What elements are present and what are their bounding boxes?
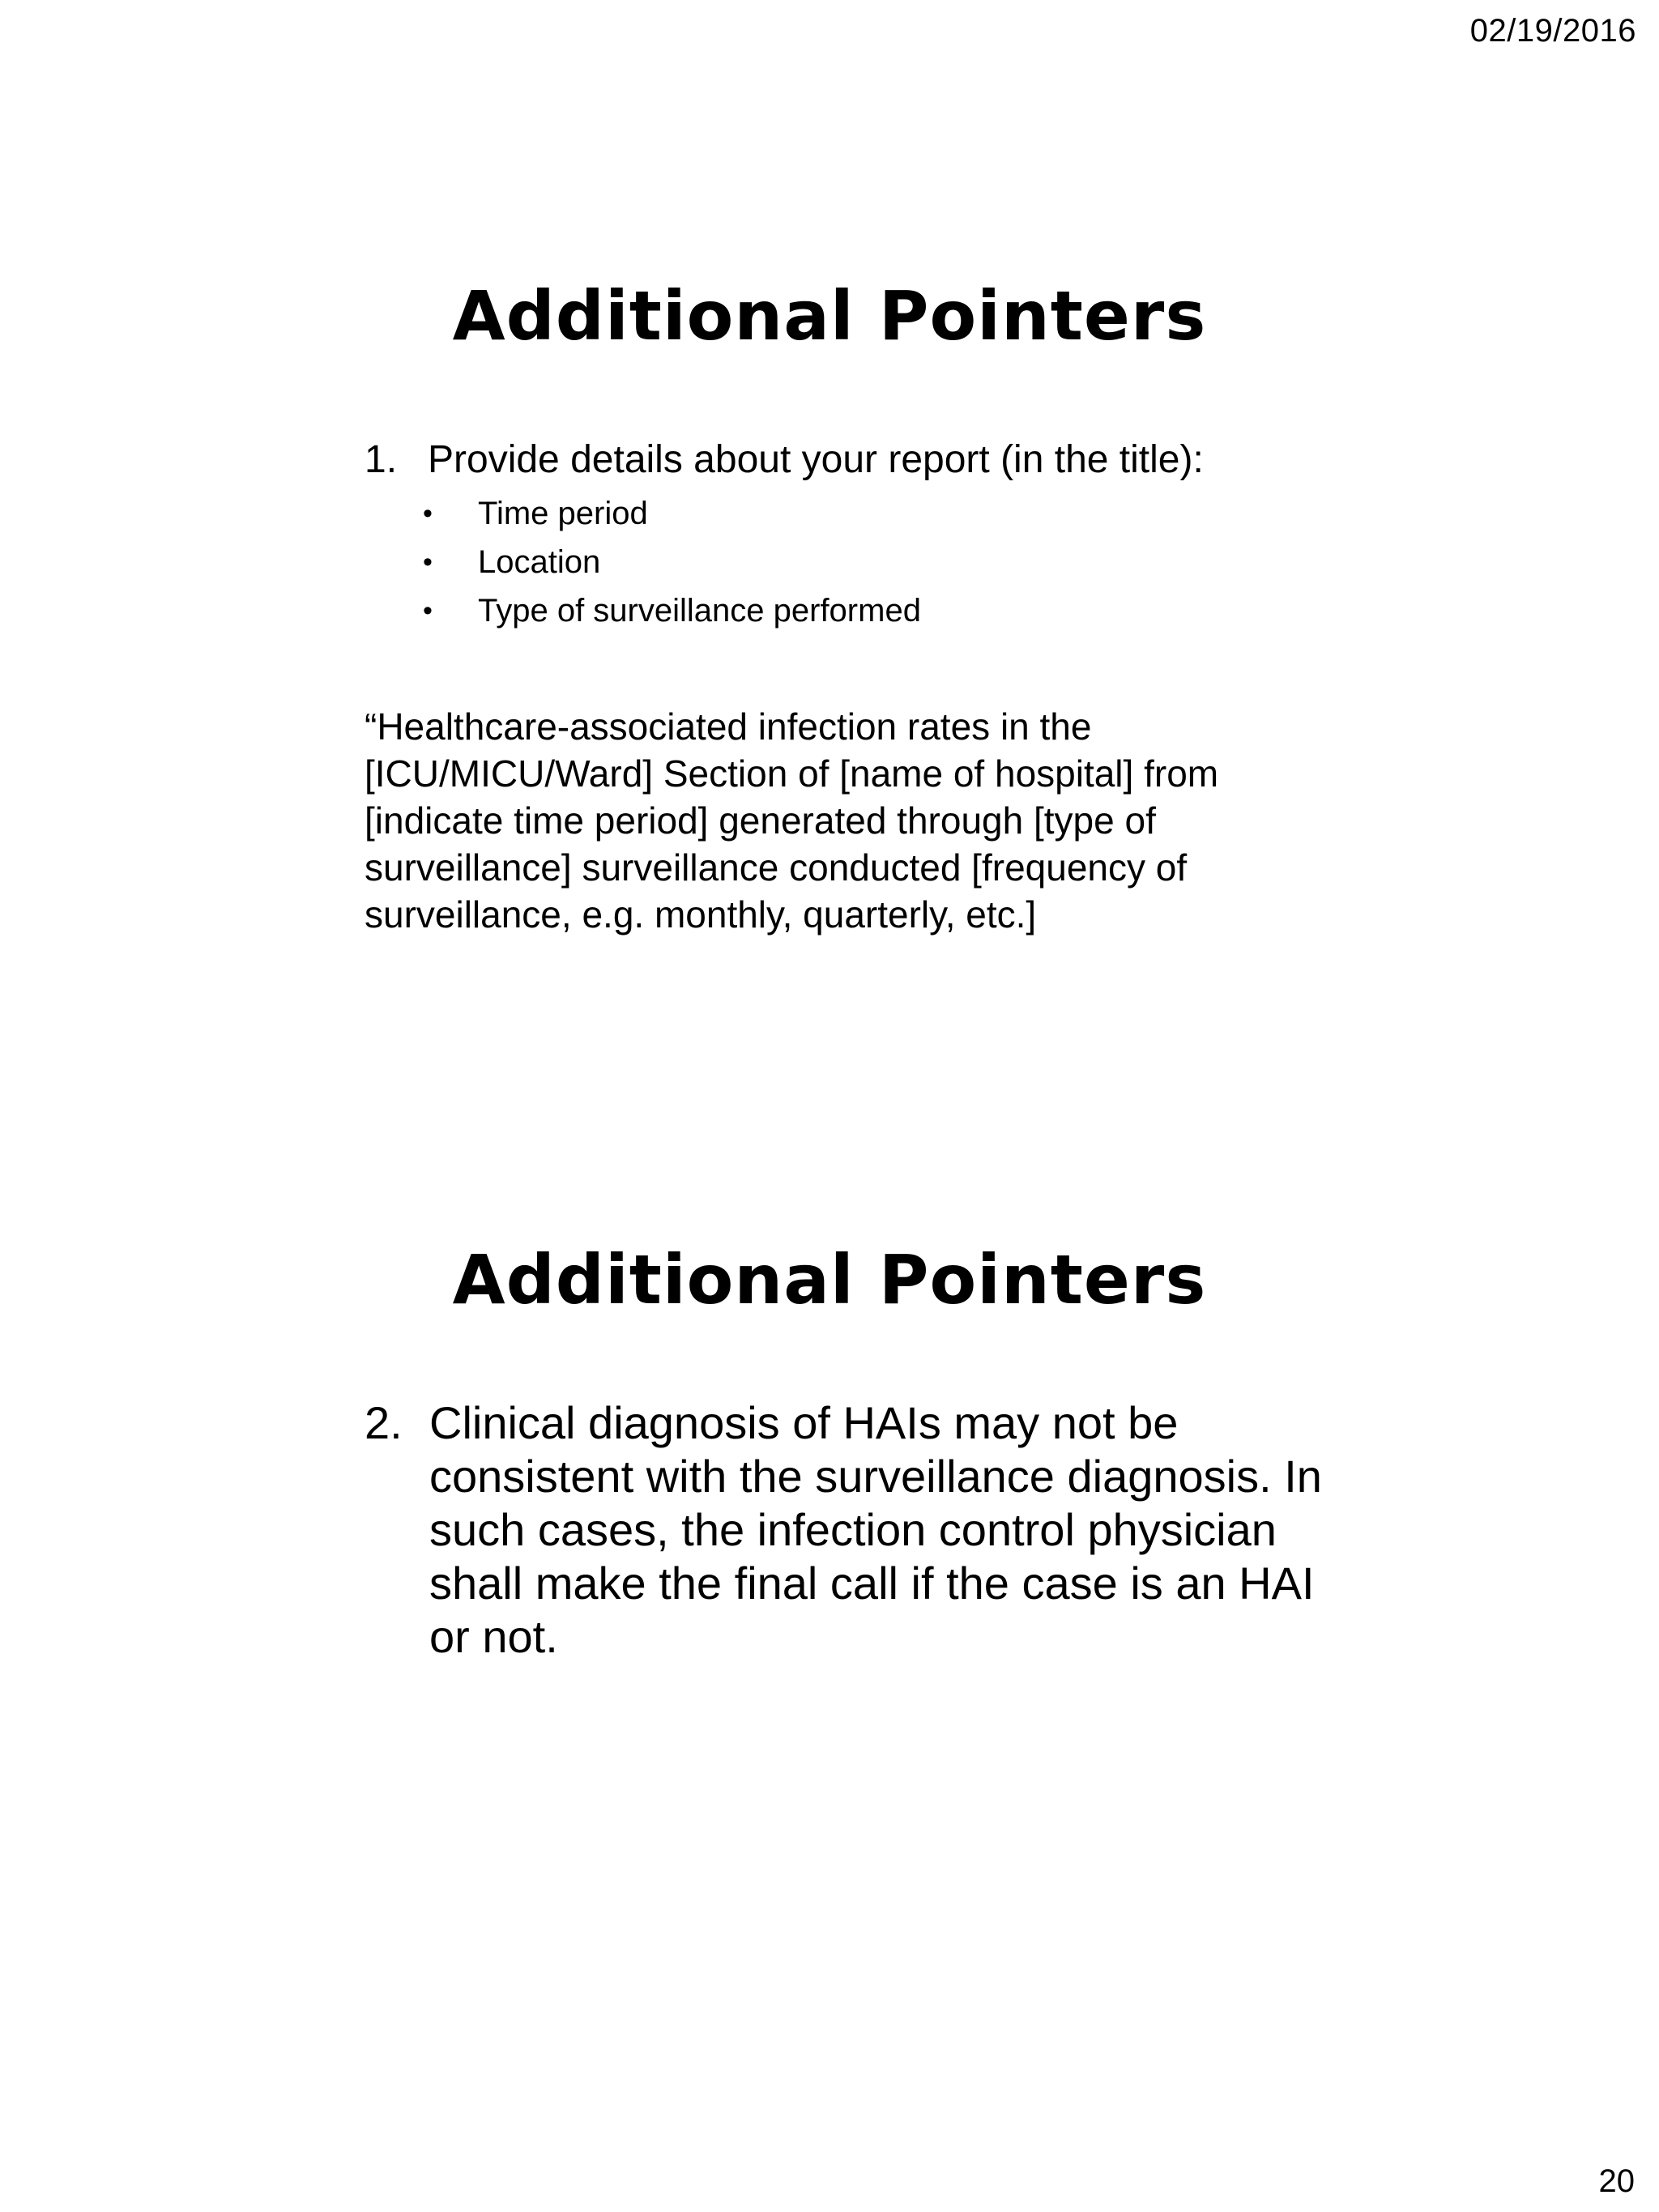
bullet-list (421, 489, 1377, 635)
bullet-item (421, 489, 1377, 538)
numbered-item-1 (365, 436, 1320, 635)
slide-title: Additional Pointers (452, 1240, 1207, 1319)
slide-additional-pointers-2 (0, 1239, 1659, 1662)
bullet-item (421, 586, 1377, 635)
item-number: 1. (365, 438, 398, 481)
bullet-icon: • (423, 498, 433, 529)
example-title-quote: “Healthcare-associated infection rates in the [ICU/MICU/Ward] Section of [name of hospital] from [indicate time period] generated through [type of surveillance] surveillance conducted [frequency of surveillance, e.g. monthly, quarterly, etc.] (365, 705, 1219, 936)
item-text: Provide details about your report (in the title): (428, 438, 1204, 481)
item-number: 2. (365, 1397, 403, 1448)
page-number: 20 (1598, 2163, 1635, 2199)
bullet-text: Type of surveillance performed (478, 593, 921, 629)
bullet-text: Time period (478, 496, 648, 531)
numbered-item-2 (365, 1396, 1337, 1664)
slide-additional-pointers-1 (0, 275, 1659, 936)
item-text: Clinical diagnosis of HAIs may not be consistent with the surveillance diagnosis. In such cases, the infection control physician shall make the final call if the case is an HAI or not. (429, 1397, 1322, 1662)
bullet-text: Location (478, 544, 601, 580)
slide-title: Additional Pointers (452, 276, 1207, 356)
print-date: 02/19/2016 (1469, 13, 1636, 49)
bullet-icon: • (423, 595, 433, 626)
bullet-icon: • (423, 547, 433, 578)
bullet-item (421, 538, 1377, 586)
